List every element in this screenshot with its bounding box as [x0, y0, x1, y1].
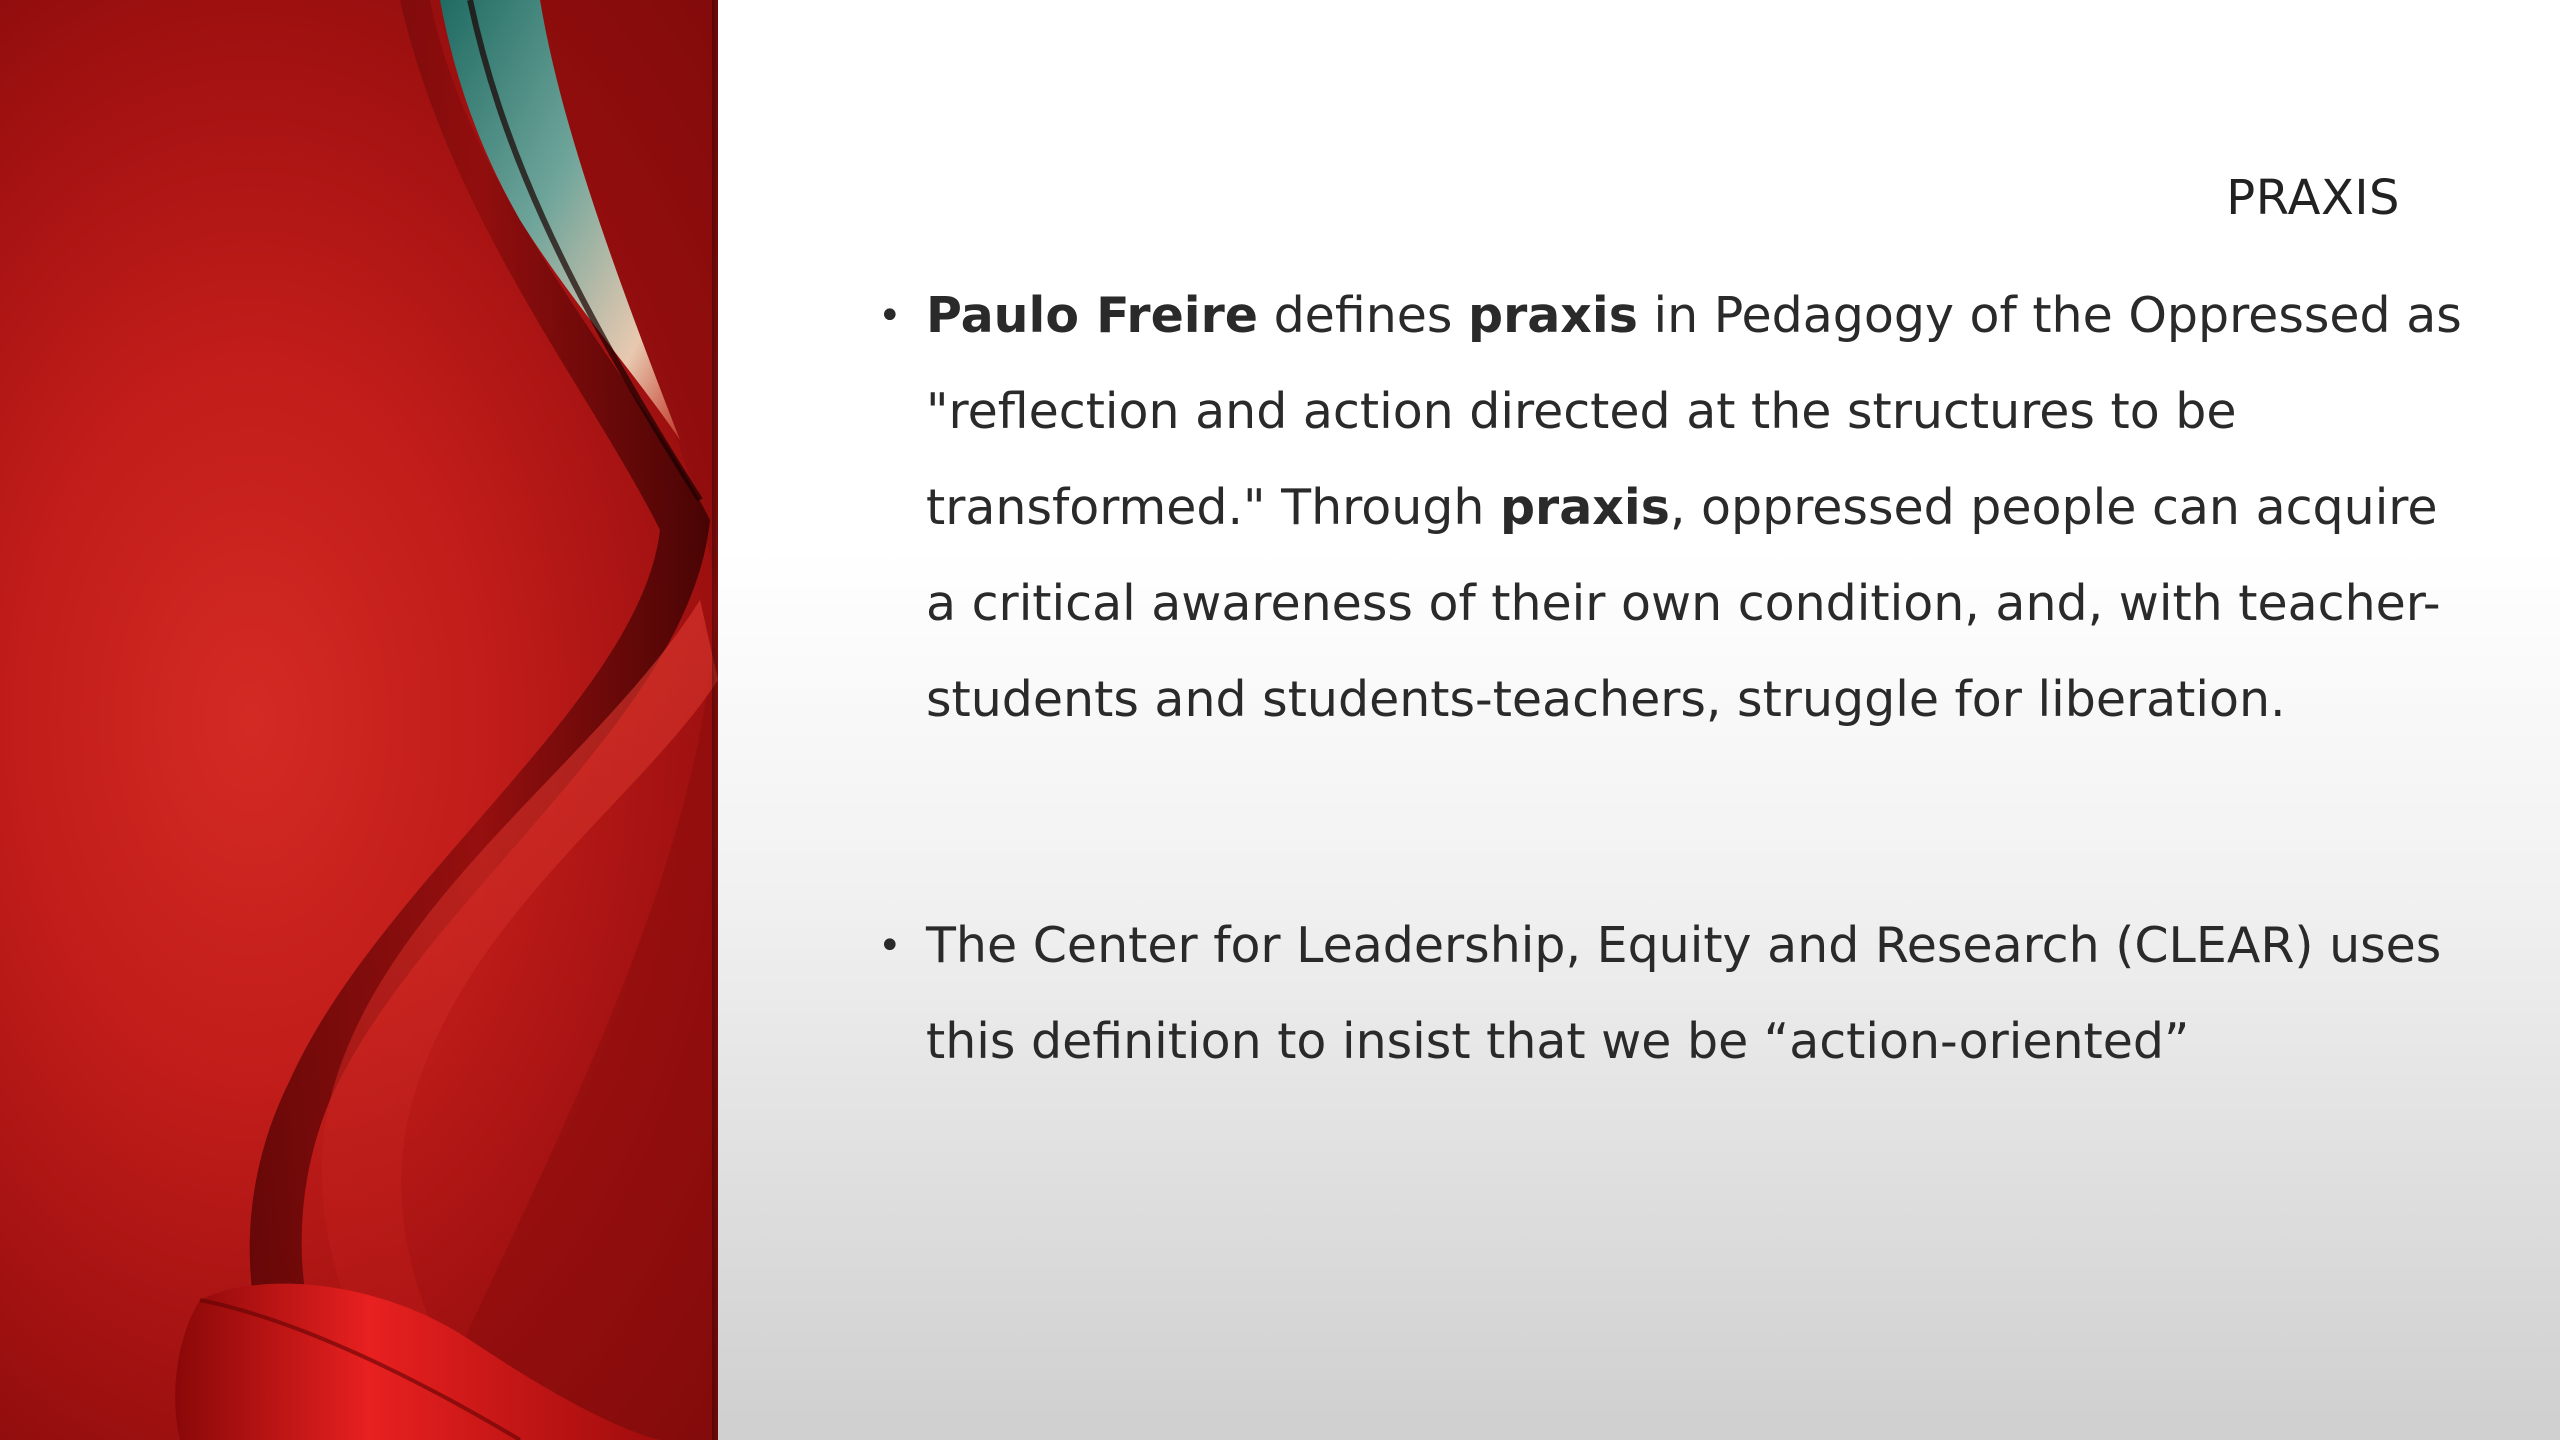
bullet-2-text: The Center for Leadership, Equity and Research (CLEAR) uses this definition to insist that we be “action-oriented”: [926, 917, 2442, 1070]
bullet-list: [878, 268, 2466, 1090]
slide-title: PRAXIS: [2226, 170, 2400, 226]
bullet-1-author: Paulo Freire: [926, 287, 1258, 344]
bullet-1-text-b: in Pedagogy of the Oppressed as "reflection and action directed at the structures to be transformed." Through: [926, 287, 2462, 536]
bullet-1-term-praxis-2: praxis: [1499, 479, 1670, 536]
bullet-1-text-a: defines: [1258, 287, 1468, 344]
bullet-marker: •: [878, 923, 902, 969]
bullet-item-clear: [878, 898, 2466, 1090]
red-ribbon-art: [0, 0, 718, 1440]
decorative-art-panel: [0, 0, 718, 1440]
bullet-item-freire: [878, 268, 2466, 748]
content-panel: [718, 0, 2560, 1440]
bullet-1-term-praxis: praxis: [1468, 287, 1638, 344]
bullet-1-text-c: , oppressed people can acquire a critical awareness of their own condition, and, with teacher-students and students-teachers, struggle for liberation.: [926, 479, 2441, 728]
bullet-marker: •: [878, 293, 902, 339]
